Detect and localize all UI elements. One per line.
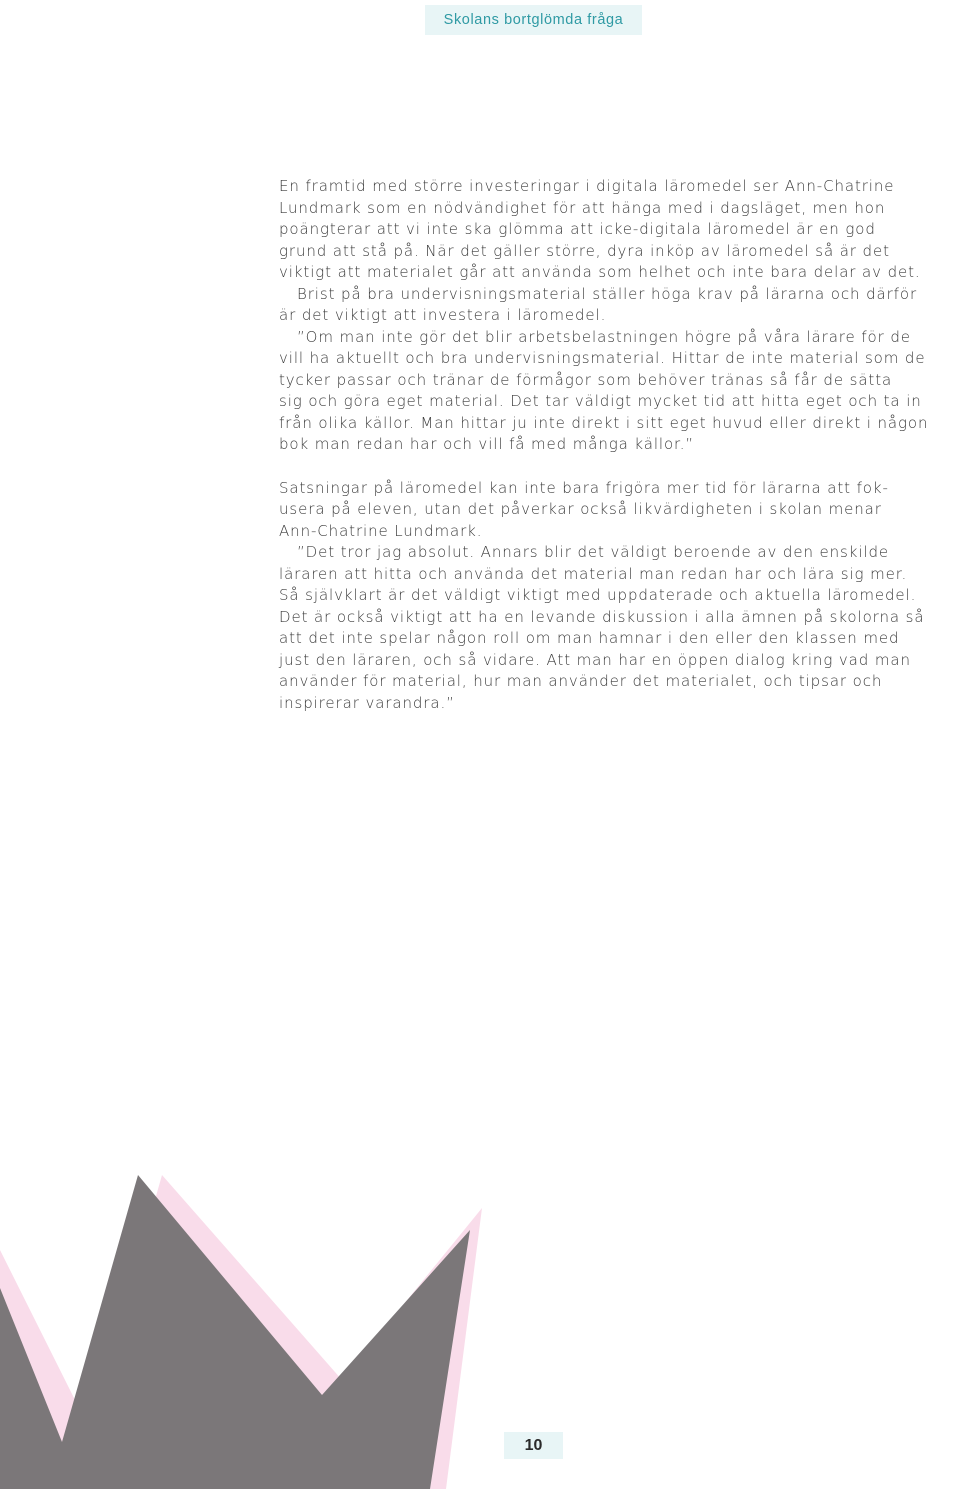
crown-shape [0, 1175, 470, 1489]
text-line: Satsningar på läromedel kan inte bara frigöra mer tid för lärarna att fok- [279, 478, 889, 497]
text-line: sig och göra eget material. Det tar väldigt mycket tid att hitta eget och ta in [279, 392, 922, 410]
page-number: 10 [504, 1432, 563, 1459]
paragraph [279, 478, 960, 543]
paragraph [279, 176, 960, 284]
text-line: poängterar att vi inte ska glömma att icke-digitala läromedel är en god [279, 220, 876, 238]
quote-paragraph [279, 327, 960, 456]
article-body [279, 176, 960, 714]
text-line: är det viktigt att investera i läromedel. [279, 306, 607, 324]
text-line: inspirerar varandra.” [279, 693, 455, 712]
quote-paragraph [279, 542, 960, 714]
text-line: använder för material, hur man använder det materialet, och tipsar och [279, 672, 883, 690]
text-line: läraren att hitta och använda det material man redan har och lära sig mer. [279, 564, 908, 583]
text-line: Det är också viktigt att ha en levande diskussion i alla ämnen på skolorna så [279, 607, 925, 626]
text-line: just den läraren, och så vidare. Att man har en öppen dialog kring vad man [279, 650, 911, 669]
text-line: viktigt att materialet går att använda som helhet och inte bara delar av det. [279, 263, 921, 281]
text-line: att det inte spelar någon roll om man hamnar i den eller den klassen med [279, 629, 900, 647]
crown-decoration [0, 1170, 960, 1489]
text-line: Lundmark som en nödvändighet för att hänga med i dagsläget, men hon [279, 198, 886, 217]
paragraph [279, 284, 960, 327]
text-line: En framtid med större investeringar i digitala läromedel ser Ann-Chatrine [279, 177, 895, 195]
text-line: grund att stå på. När det gäller större, dyra inköp av läromedel så är det [279, 241, 890, 260]
text-line: från olika källor. Man hittar ju inte direkt i sitt eget huvud eller direkt i någon [279, 413, 929, 432]
text-line: Så självklart är det väldigt viktigt med uppdaterade och aktuella läromedel. [279, 586, 917, 604]
section-label: Skolans bortglömda fråga [425, 5, 642, 35]
text-line: ”Det tror jag absolut. Annars blir det väldigt beroende av den enskilde [297, 543, 890, 561]
paragraph-spacer [279, 456, 960, 478]
text-line: Ann-Chatrine Lundmark. [279, 521, 483, 540]
text-line: bok man redan har och vill få med många källor.” [279, 435, 695, 453]
text-line: tycker passar och tränar de förmågor som behöver tränas så får de sätta [279, 370, 893, 389]
text-line: ”Om man inte gör det blir arbetsbelastningen högre på våra lärare för de [297, 327, 911, 346]
text-line: vill ha aktuellt och bra undervisningsmaterial. Hittar de inte material som de [279, 349, 926, 367]
text-line: usera på eleven, utan det påverkar också likvärdigheten i skolan menar [279, 500, 882, 518]
text-line: Brist på bra undervisningsmaterial ställer höga krav på lärarna och därför [297, 284, 918, 303]
